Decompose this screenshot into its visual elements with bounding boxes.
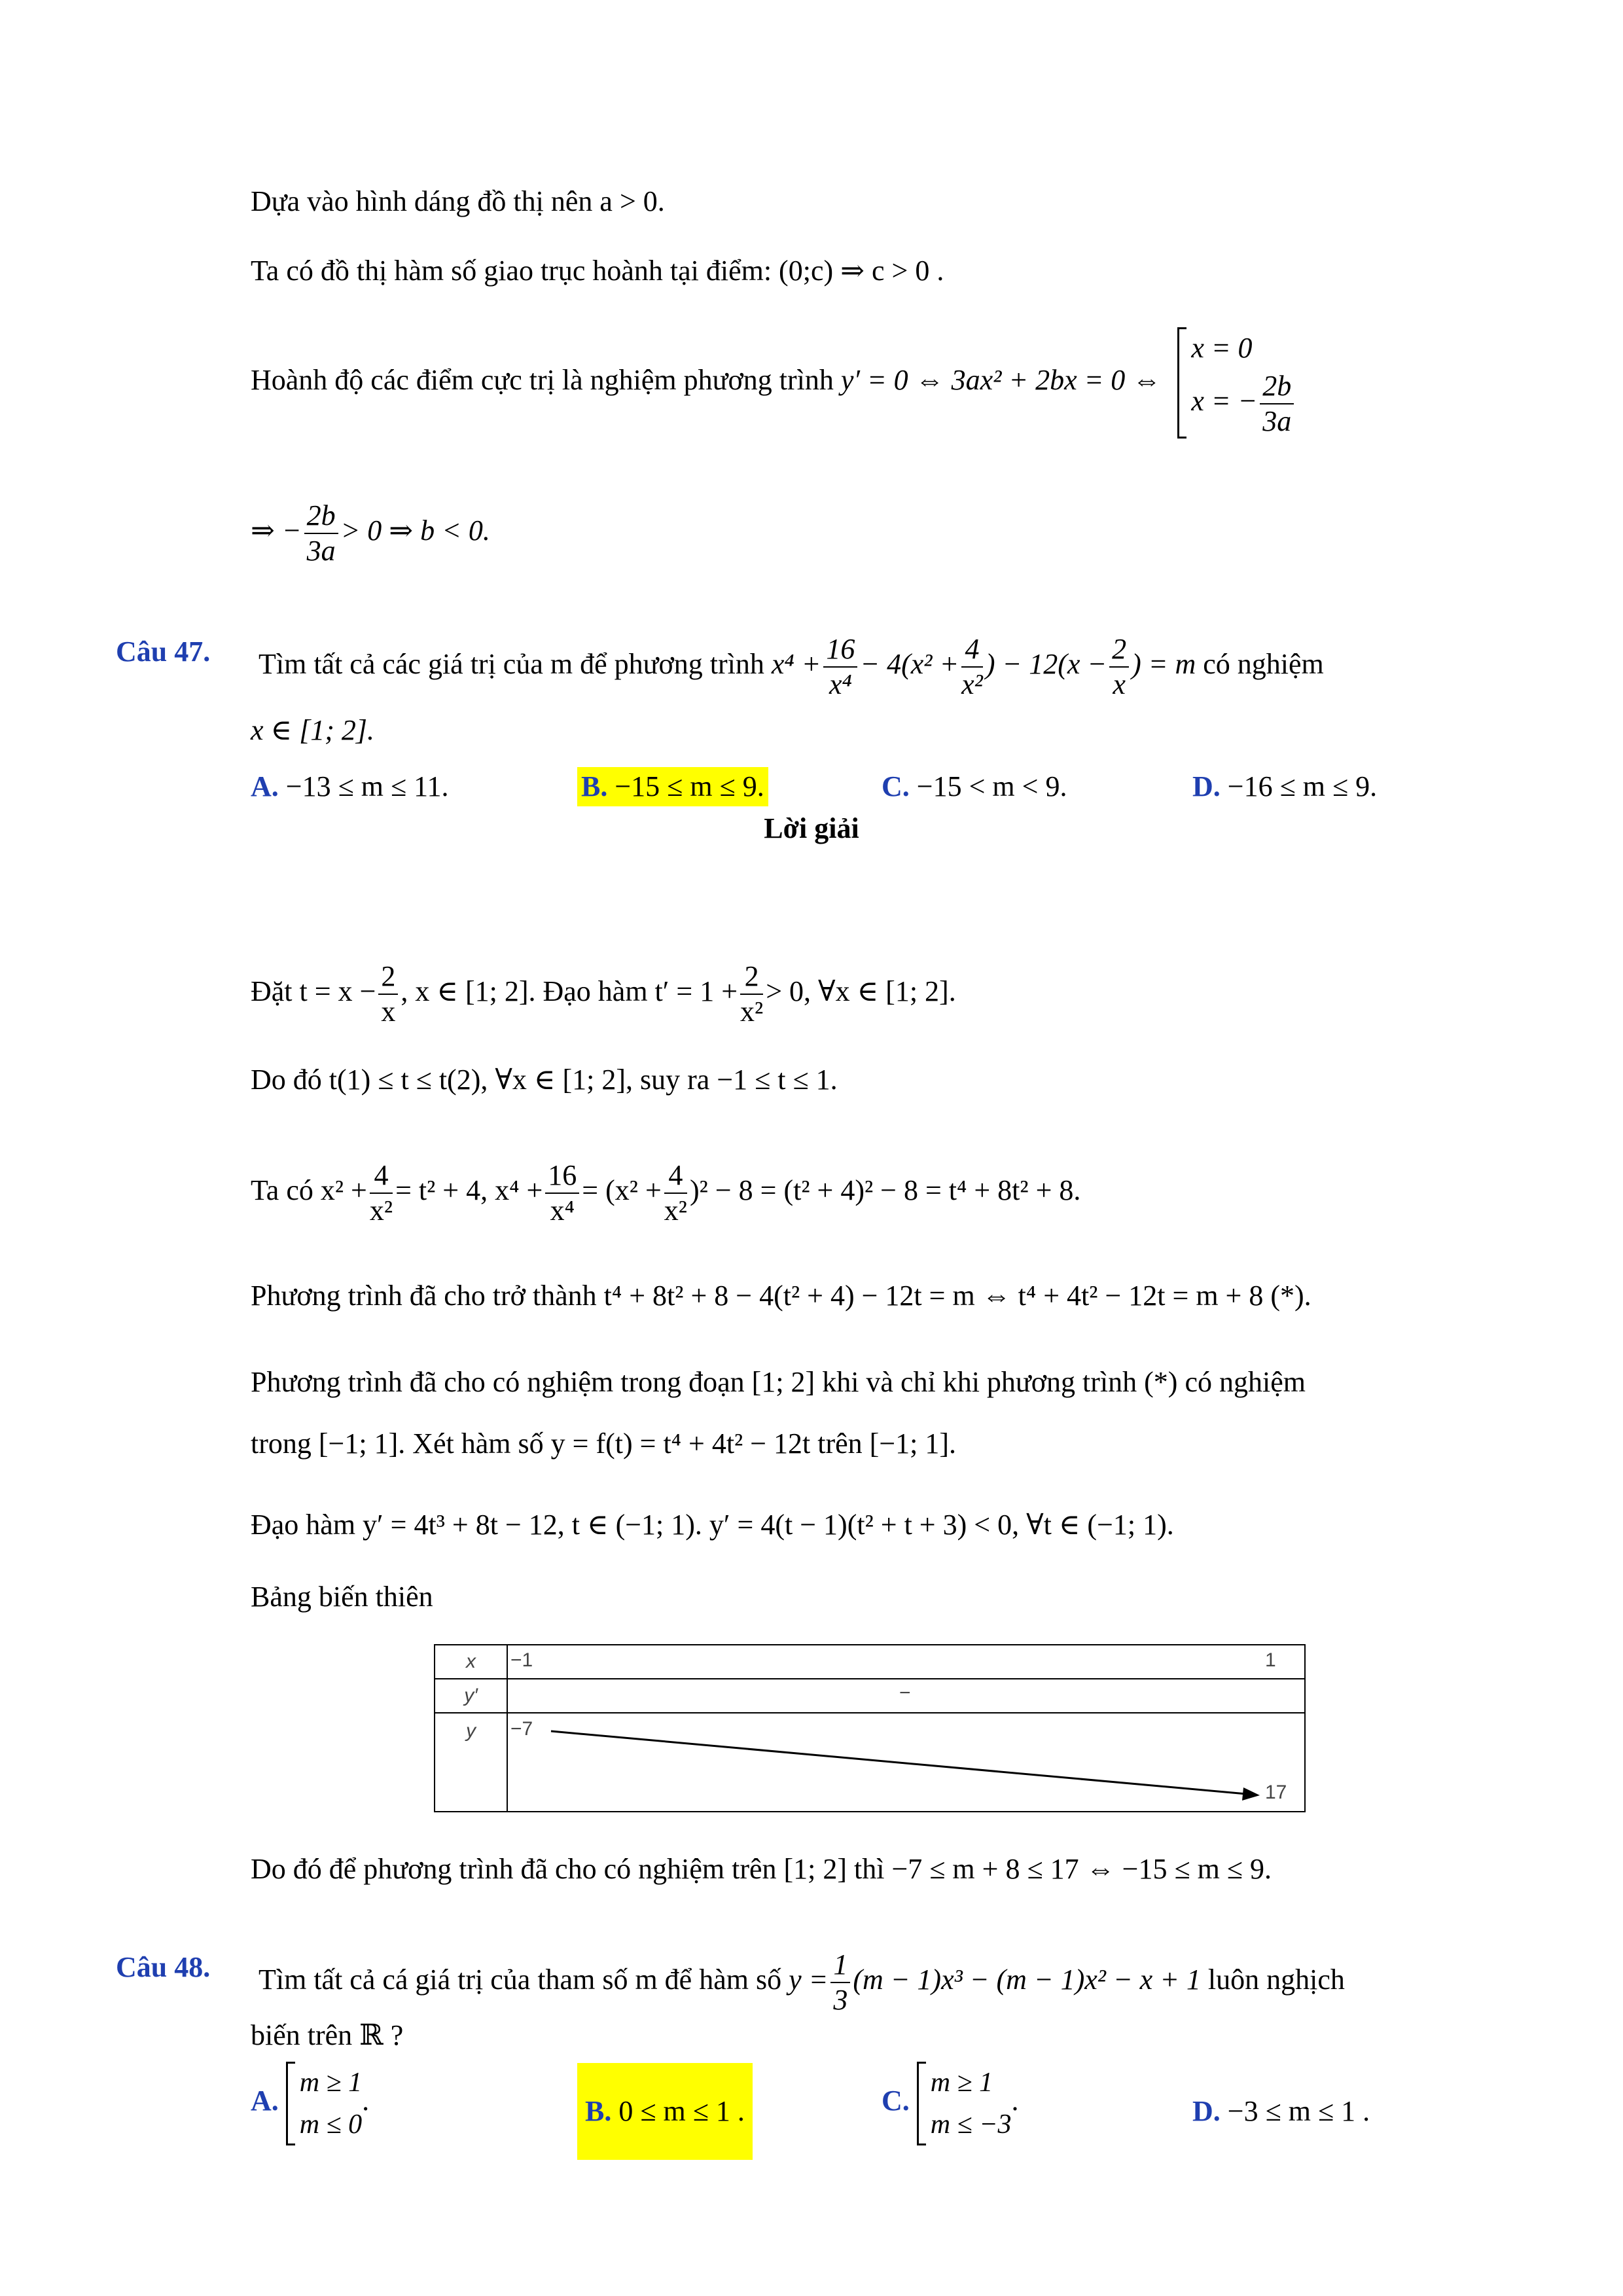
q48-option-a[interactable]: A. m ≥ 1 m ≤ 0 . <box>251 2062 369 2145</box>
x-left-value: −1 <box>510 1649 533 1671</box>
solution-substitution: Đặt t = x − $\frac{2}{x}$ , x ∈ [1; 2]. Đạo hàm t′ = 1 + $\frac{2}{\text{x²}}$ > 0, ∀x ∈ [1; 2]. <box>251 960 956 1028</box>
solution-transformed-equation: Phương trình đã cho trở thành t⁴ + 8t² + 8 − 4(t² + 4) − 12t = m ⇔ t⁴ + 4t² − 12t = m + 8 (*). <box>251 1280 1311 1312</box>
solution-conclusion: Do đó để phương trình đã cho có nghiệm trên [1; 2] thì −7 ≤ m + 8 ≤ 17 ⇔ −15 ≤ m ≤ 9. <box>251 1853 1272 1885</box>
line-c-positive: Ta có đồ thị hàm số giao trục hoành tại điểm: (0;c) ⇒ c > 0 . <box>251 255 944 287</box>
q48-option-c-system: m ≥ 1 m ≤ −3 <box>917 2062 1012 2145</box>
q48-option-d[interactable]: D. −3 ≤ m ≤ 1 . <box>1192 2095 1370 2127</box>
solution-derivative: Đạo hàm y′ = 4t³ + 8t − 12, t ∈ (−1; 1). y′ = 4(t − 1)(t² + t + 3) < 0, ∀t ∈ (−1; 1). <box>251 1509 1174 1541</box>
solution-condition-2: trong [−1; 1]. Xét hàm số y = f(t) = t⁴ + 4t² − 12t trên [−1; 1]. <box>251 1427 957 1460</box>
critical-root-1: x = 0 <box>1191 332 1253 364</box>
q47-option-c[interactable]: C. −15 < m < 9. <box>882 770 1067 802</box>
q47-domain: x ∈ [1; 2]. <box>251 714 374 746</box>
q47-equation: x⁴ + $\frac{16}{\text{x⁴}}$ − 4(x² + $\frac{4}{\text{x²}}$ ) − 12(x − $\frac{2}{x}$ ) = m <box>771 633 1196 700</box>
y-end-value: 17 <box>1265 1782 1287 1803</box>
row-yprime-label: y′ <box>435 1679 507 1713</box>
variation-table-title: Bảng biến thiên <box>251 1581 433 1613</box>
q48-statement-line2: biến trên ℝ ? <box>251 2019 404 2051</box>
row-y-label: y <box>435 1713 507 1812</box>
line-a-positive: Dựa vào hình dáng đồ thị nên a > 0. <box>251 185 665 217</box>
q47-option-a[interactable]: A. −13 ≤ m ≤ 11. <box>251 770 449 802</box>
solution-range: Do đó t(1) ≤ t ≤ t(2), ∀x ∈ [1; 2], suy ra −1 ≤ t ≤ 1. <box>251 1064 838 1096</box>
q48-option-b[interactable]: B. 0 ≤ m ≤ 1 . <box>577 2063 753 2160</box>
q48-function: y = $\frac{1}{3}$ (m − 1)x³ − (m − 1)x² − x + 1 <box>789 1948 1201 2016</box>
line-b-negative: ⇒ − $\frac{2b}{3a}$ > 0 ⇒ b < 0. <box>251 499 490 567</box>
y-start-value: −7 <box>510 1718 533 1740</box>
yprime-sign: − <box>899 1682 911 1704</box>
q48-option-c[interactable]: C. m ≥ 1 m ≤ −3 . <box>882 2062 1019 2145</box>
q48-label: Câu 48. <box>116 1951 211 1983</box>
solution-condition-1: Phương trình đã cho có nghiệm trong đoạn [1; 2] khi và chỉ khi phương trình (*) có nghiệm <box>251 1366 1306 1398</box>
q48-option-a-system: m ≥ 1 m ≤ 0 <box>286 2062 362 2145</box>
q47-option-d[interactable]: D. −16 ≤ m ≤ 9. <box>1192 770 1378 802</box>
critical-equation: y′ = 0 ⇔ 3ax² + 2bx = 0 ⇔ <box>840 364 1162 397</box>
q47-option-b[interactable]: B. −15 ≤ m ≤ 9. <box>577 767 768 806</box>
solution-title: Lời giải <box>764 812 859 844</box>
solution-identity: Ta có x² + $\frac{4}{\text{x²}}$ = t² + 4, x⁴ + $\frac{16}{\text{x⁴}}$ = (x² + $\frac{4}{\text{x²}}$ )² − 8 = (t² + 4)² − 8 = t⁴ + 8t² + 8. <box>251 1159 1081 1227</box>
row-x-label: x <box>435 1645 507 1679</box>
x-right-value: 1 <box>1265 1649 1276 1671</box>
q48-statement: Tìm tất cả cá giá trị của tham số m để hàm số y = $\frac{1}{3}$ (m − 1)x³ − (m − 1)x² − x + 1 luôn nghịch <box>259 1948 1345 2016</box>
q47-label: Câu 47. <box>116 636 211 668</box>
critical-text: Hoành độ các điểm cực trị là nghiệm phương trình <box>251 364 834 397</box>
q47-statement: Tìm tất cả các giá trị của m để phương trình x⁴ + $\frac{16}{\text{x⁴}}$ − 4(x² + $\frac{4}{\text{x²}}$ ) − 12(x − $\frac{2}{x}$ ) = m có nghiệm <box>259 633 1324 700</box>
critical-root-2: x = − $\frac{2b}{3a}$ <box>1191 369 1296 439</box>
